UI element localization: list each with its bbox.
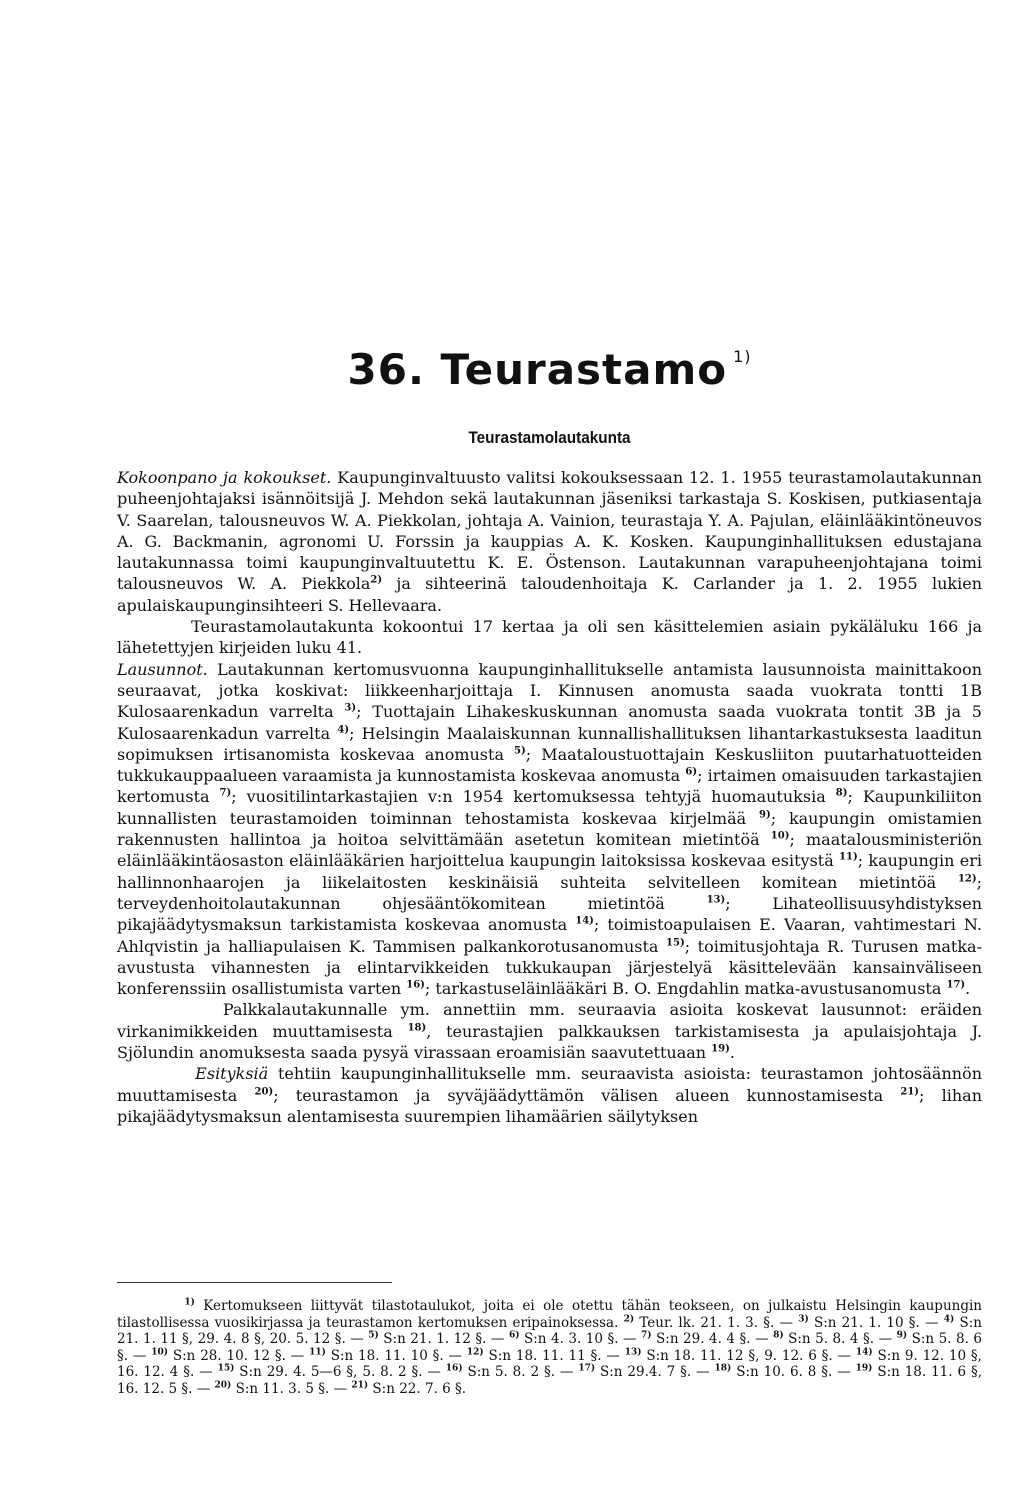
- footnote-divider: [117, 1282, 392, 1283]
- footnote-text: S:n 4. 3. 10 §. —: [519, 1331, 642, 1347]
- footnote-text: S:n 21. 1. 12 §. —: [378, 1331, 509, 1347]
- footnote-ref: 20): [254, 1086, 274, 1098]
- paragraph-text: Palkkalautakunnalle ym. annettiin mm. seuraavia asioita koskevat lausunnot: eräiden virkanimikkeiden muuttamisesta: [117, 1000, 982, 1041]
- paragraph-text: ; Lihateollisuusyhdistyksen pikajäädytysmaksun tarkistamista koskevaa anomusta: [117, 893, 982, 935]
- footnote-ref: 12): [957, 873, 977, 885]
- paragraph-esityksia: [117, 1063, 982, 1127]
- paragraph-text: tehtiin kaupunginhallitukselle mm. seuraavista asioista: teurastamon johtosäännön muuttamisesta: [117, 1064, 982, 1105]
- paragraph-lausunnot: [117, 659, 982, 1000]
- footnote-number: 11): [309, 1347, 326, 1357]
- footnote-text: S:n 22. 7. 6 §.: [368, 1380, 467, 1397]
- footnote-text: S:n 5. 8. 4 §. —: [783, 1331, 897, 1347]
- footnote-ref: 4): [337, 724, 350, 736]
- chapter-heading: 36. Teurastamo: [347, 345, 728, 394]
- footnote-number: 20): [214, 1380, 232, 1390]
- paragraph-text: ; Helsingin Maalaiskunnan kunnallishallituksen lihantarkastuksesta laaditun sopimuksen irtisanomista koskevaa anomusta: [117, 723, 983, 764]
- footnote-text: S:n 10. 6. 8 §. —: [731, 1364, 856, 1380]
- footnotes: [117, 1298, 982, 1397]
- footnote-text: Teur. lk. 21. 1. 3. §. —: [634, 1314, 799, 1331]
- footnote-text: S:n 9. 12. 10 §, 16. 12. 4 §. —: [117, 1347, 982, 1380]
- footnote-number: 6): [508, 1330, 520, 1341]
- footnote-number: 14): [855, 1347, 873, 1357]
- footnote-block: [117, 1298, 982, 1397]
- footnote-ref: 5): [514, 745, 526, 757]
- paragraph-text: ; terveydenhoitolautakunnan ohjesääntökomitean mietintöä: [117, 872, 982, 913]
- footnote-number: 7): [641, 1330, 652, 1341]
- footnote-ref: 18): [407, 1022, 427, 1034]
- paragraph-label: Lausunnot.: [117, 659, 208, 679]
- footnote-text: S:n 5. 8. 6 §. —: [117, 1331, 983, 1364]
- footnote-text: S:n 29. 4. 5—6 §, 5. 8. 2 §. —: [234, 1364, 446, 1380]
- footnote-number: 19): [855, 1363, 873, 1374]
- footnote-number: 5): [368, 1330, 379, 1341]
- footnote-text: Kertomukseen liittyvät tilastotaulukot, joita ei ole otettu tähän teokseen, on julkaistu Helsingin kaupungin tilastollisessa vuosikirjassa ja teurastamon kertomuksen eripainoksessa.: [117, 1298, 982, 1331]
- footnote-number: 10): [151, 1347, 169, 1357]
- paragraph-text: Kaupunginvaltuusto valitsi kokouksessaan 12. 1. 1955 teurastamolautakunnan puheenjohtajaksi isännöitsijä J. Mehdon sekä lautakunnan jäseniksi tarkastaja S. Koskisen, putkiasentaja V. Saarelan, talousneuvos W. A. Piekkolan, johtaja A. Vainion, teurastaja Y. A. Pajulan, eläinlääkintöneuvos A. G. Backmanin, agronomi U. Forssin ja kauppias A. K. Kosken. Kaupunginhallituksen edustajana lautakunnassa toimi kaupunginvaltuutettu K. E. Östenson. Lautakunnan varapuheenjohtajana toimi talousneuvos W. A. Piekkola: [117, 468, 982, 594]
- footnote-ref: 15): [666, 937, 685, 949]
- paragraph-text: ; kaupungin eri hallinnonhaarojen ja liikelaitosten keskinäisiä suhteita selvitelleen komitean mietintöä: [117, 851, 982, 892]
- paragraph-text: .: [965, 979, 971, 999]
- paragraph-text: ; toimistoapulaisen E. Vaaran, vahtimestari N. Ahlqvistin ja halliapulaisen K. Tammisen palkankorotusanomusta: [117, 915, 982, 956]
- paragraph-text: ; tarkastuseläinlääkäri B. O. Engdahlin matka-avustusanomusta: [424, 979, 947, 999]
- paragraph-text: , teurastajien palkkauksen tarkistamisesta ja apulaisjohtaja J. Sjölundin anomuksesta saada pysyä virassaan eroamisiän saavutettuaan: [117, 1021, 982, 1063]
- footnote-number: 18): [714, 1363, 732, 1374]
- paragraph-kokoonpano: [117, 467, 982, 616]
- body-text: [117, 467, 982, 1127]
- footnote-number: 3): [798, 1314, 809, 1324]
- footnote-text: S:n 21. 1. 11 §, 29. 4. 8 §, 20. 5. 12 §. —: [117, 1314, 982, 1347]
- paragraph-text: ; kaupungin omistamien rakennusten hallintoa ja hoitoa selvittämään asetetun komitean mietintöä: [117, 808, 983, 850]
- paragraph-text: ; toimitusjohtaja R. Turusen matka-avustusta vihannesten ja elintarvikkeiden tukkukaupan järjestelyä käsittelevään kansainväliseen konferenssiin osallistumista varten: [117, 936, 982, 999]
- footnote-ref: 14): [575, 915, 594, 927]
- footnote-ref: 2): [370, 575, 383, 587]
- footnote-text: S:n 18. 11. 12 §, 9. 12. 6 §. —: [641, 1347, 856, 1364]
- footnote-ref: 9): [759, 809, 771, 821]
- footnote-ref: 13): [706, 894, 726, 906]
- chapter-footnote-ref: 1): [733, 347, 752, 366]
- footnote-ref: 11): [839, 852, 858, 864]
- paragraph-text: ; vuositilintarkastajien v:n 1954 kertomuksessa tehtyjä huomautuksia: [231, 787, 836, 807]
- footnote-number: 16): [445, 1363, 463, 1374]
- paragraph-text: ; teurastamon ja syväjäädyttämön välisen alueen kunnostamisesta: [273, 1085, 901, 1105]
- paragraph-kokoontui: [117, 616, 982, 659]
- footnote-number: 21): [351, 1380, 369, 1390]
- footnote-text: S:n 5. 8. 2 §. —: [462, 1364, 579, 1380]
- paragraph-text: ; Maataloustuottajain Keskusliiton puutarhatuotteiden tukkukauppaalueen varaamista ja kunnostamista koskevaa anomusta: [117, 744, 982, 786]
- footnote-ref: 17): [946, 979, 966, 991]
- footnote-number: 9): [896, 1330, 908, 1341]
- section-title: Teurastamolautakunta: [468, 428, 631, 447]
- footnote-text: S:n 29.4. 7 §. —: [595, 1364, 715, 1380]
- footnote-text: S:n 21. 1. 10 §. —: [808, 1314, 944, 1331]
- footnote-ref: 8): [835, 788, 848, 800]
- footnote-number: 2): [623, 1314, 635, 1324]
- footnote-number: 12): [466, 1347, 484, 1357]
- footnote-ref: 6): [685, 766, 698, 778]
- footnote-text: S:n 18. 11. 10 §. —: [325, 1347, 467, 1364]
- footnote-number: 15): [217, 1363, 235, 1374]
- paragraph-text: ja sihteerinä taloudenhoitaja K. Carlander ja 1. 2. 1955 lukien apulaiskaupunginsihteeri S. Hellevaara.: [117, 574, 983, 615]
- footnote-number: 4): [943, 1314, 955, 1324]
- paragraph-text: ; irtaimen omaisuuden tarkastajien kertomusta: [117, 766, 982, 807]
- footnote-text: S:n 29. 4. 4 §. —: [651, 1331, 774, 1347]
- footnote-text: S:n 11. 3. 5 §. —: [231, 1380, 352, 1397]
- paragraph-text: Teurastamolautakunta kokoontui 17 kertaa ja oli sen käsittelemien asiain pykäläluku 166 ja lähetettyjen kirjeiden luku 41.: [117, 617, 983, 658]
- footnote-text: S:n 28. 10. 12 §. —: [168, 1347, 310, 1364]
- footnote-text: S:n 18. 11. 11 §. —: [483, 1347, 625, 1364]
- footnote-number: 1): [184, 1297, 195, 1308]
- paragraph-palkkalautakunta: [117, 999, 982, 1063]
- footnote-ref: 19): [711, 1043, 730, 1055]
- paragraph-text: Lautakunnan kertomusvuonna kaupunginhallitukselle antamista lausunnoista mainittakoon seuraavat, jotka koskivat: liikkeenharjoittaja I. Kinnusen anomusta saada vuokrata tontti 1B Kulosaarenkadun varrelta: [117, 659, 982, 722]
- footnote-number: 8): [773, 1330, 784, 1341]
- footnote-number: 13): [624, 1347, 642, 1357]
- paragraph-text: ; lihan pikajäädytysmaksun alentamisesta suurempien lihamäärien säilytyksen: [117, 1085, 983, 1126]
- footnote-number: 17): [578, 1363, 596, 1374]
- paragraph-label: Esityksiä: [195, 1064, 269, 1084]
- footnote-ref: 7): [219, 788, 232, 800]
- footnote-text: S:n 18. 11. 6 §, 16. 12. 5 §. —: [117, 1364, 983, 1397]
- footnote-ref: 3): [344, 702, 357, 714]
- footnote-ref: 10): [770, 830, 790, 842]
- paragraph-text: ; Kaupunkiliiton kunnallisten teurastamoiden toiminnan tehostamista koskevaa kirjelmää: [117, 787, 983, 828]
- paragraph-text: ; maatalousministeriön eläinlääkintäosaston eläinlääkärien harjoittelua kaupungin laitoksissa koskevaa esitystä: [117, 830, 983, 871]
- chapter-title: [117, 345, 982, 394]
- paragraph-text: .: [729, 1043, 735, 1063]
- paragraph-label: Kokoonpano ja kokoukset.: [117, 468, 332, 487]
- footnote-ref: 16): [406, 979, 425, 991]
- footnote-ref: 21): [900, 1086, 920, 1098]
- paragraph-text: ; Tuottajain Lihakeskuskunnan anomusta saada vuokrata tontit 3B ja 5 Kulosaarenkadun varrelta: [117, 702, 982, 743]
